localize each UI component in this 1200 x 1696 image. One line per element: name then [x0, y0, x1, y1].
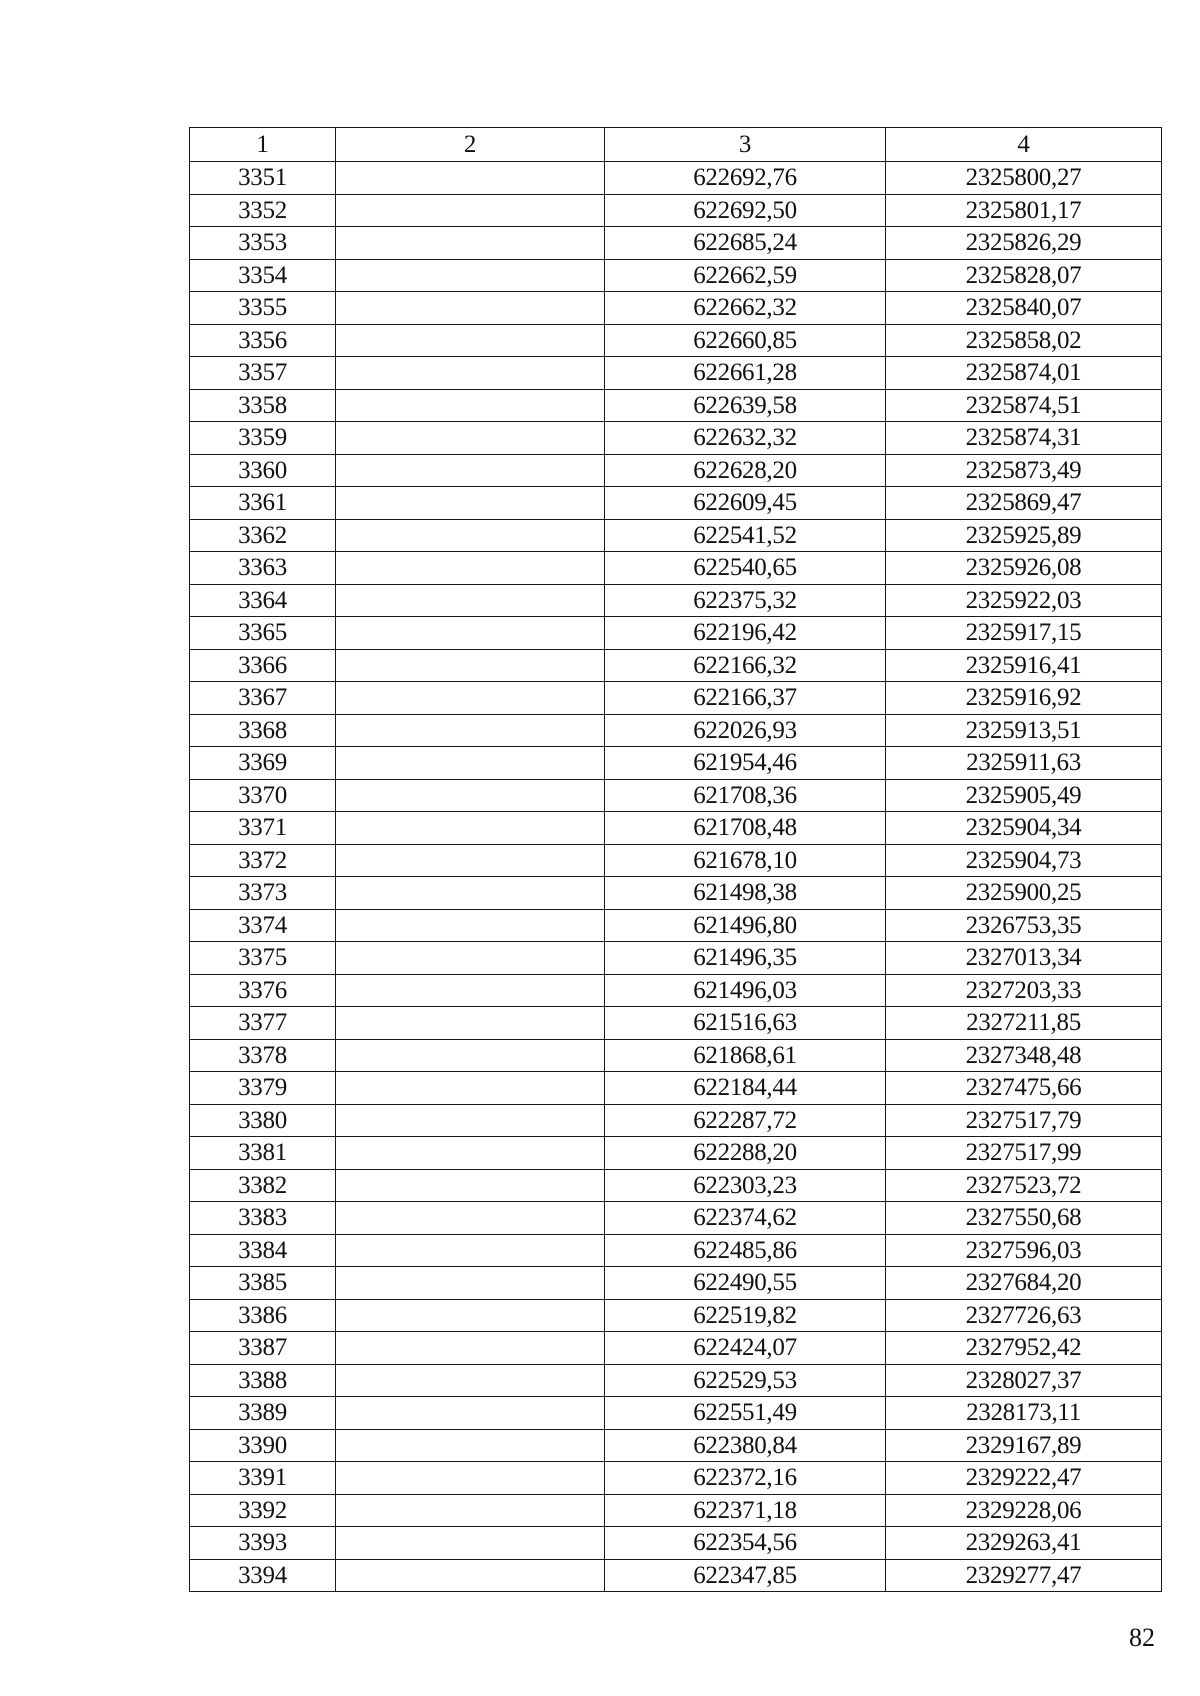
point-number-cell: 3361 [190, 487, 336, 520]
x-coordinate-cell: 622662,59 [605, 259, 886, 292]
point-number-cell: 3353 [190, 227, 336, 260]
y-coordinate-cell: 2327203,33 [886, 974, 1162, 1007]
blank-cell [336, 942, 605, 975]
y-coordinate-cell: 2325826,29 [886, 227, 1162, 260]
blank-cell [336, 292, 605, 325]
x-coordinate-cell: 622303,23 [605, 1169, 886, 1202]
y-coordinate-cell: 2327726,63 [886, 1299, 1162, 1332]
x-coordinate-cell: 621954,46 [605, 747, 886, 780]
blank-cell [336, 487, 605, 520]
y-coordinate-cell: 2327684,20 [886, 1267, 1162, 1300]
point-number-cell: 3386 [190, 1299, 336, 1332]
point-number-cell: 3351 [190, 162, 336, 195]
table-row [190, 194, 1162, 227]
blank-cell [336, 357, 605, 390]
page-number: 82 [1129, 1623, 1155, 1652]
blank-cell [336, 389, 605, 422]
x-coordinate-cell: 621496,35 [605, 942, 886, 975]
x-coordinate-cell: 622490,55 [605, 1267, 886, 1300]
x-coordinate-cell: 622660,85 [605, 324, 886, 357]
blank-cell [336, 682, 605, 715]
x-coordinate-cell: 622639,58 [605, 389, 886, 422]
table-body [190, 162, 1162, 1592]
table-row [190, 1234, 1162, 1267]
y-coordinate-cell: 2328173,11 [886, 1397, 1162, 1430]
point-number-cell: 3368 [190, 714, 336, 747]
blank-cell [336, 909, 605, 942]
blank-cell [336, 259, 605, 292]
blank-cell [336, 422, 605, 455]
table-row [190, 1137, 1162, 1170]
table-row [190, 292, 1162, 325]
blank-cell [336, 1429, 605, 1462]
y-coordinate-cell: 2325913,51 [886, 714, 1162, 747]
blank-cell [336, 1104, 605, 1137]
point-number-cell: 3375 [190, 942, 336, 975]
point-number-cell: 3360 [190, 454, 336, 487]
x-coordinate-cell: 621678,10 [605, 844, 886, 877]
table-row [190, 1527, 1162, 1560]
point-number-cell: 3369 [190, 747, 336, 780]
table-row [190, 1299, 1162, 1332]
y-coordinate-cell: 2325926,08 [886, 552, 1162, 585]
blank-cell [336, 552, 605, 585]
column-header-1: 1 [190, 128, 336, 162]
x-coordinate-cell: 622288,20 [605, 1137, 886, 1170]
y-coordinate-cell: 2326753,35 [886, 909, 1162, 942]
x-coordinate-cell: 622661,28 [605, 357, 886, 390]
y-coordinate-cell: 2327211,85 [886, 1007, 1162, 1040]
table-row [190, 1397, 1162, 1430]
x-coordinate-cell: 622628,20 [605, 454, 886, 487]
header-row [190, 128, 1162, 162]
point-number-cell: 3372 [190, 844, 336, 877]
y-coordinate-cell: 2325904,73 [886, 844, 1162, 877]
table-row [190, 1267, 1162, 1300]
y-coordinate-cell: 2327550,68 [886, 1202, 1162, 1235]
x-coordinate-cell: 622519,82 [605, 1299, 886, 1332]
y-coordinate-cell: 2327517,79 [886, 1104, 1162, 1137]
column-header-2: 2 [336, 128, 605, 162]
x-coordinate-cell: 622692,76 [605, 162, 886, 195]
y-coordinate-cell: 2329222,47 [886, 1462, 1162, 1495]
point-number-cell: 3389 [190, 1397, 336, 1430]
y-coordinate-cell: 2329263,41 [886, 1527, 1162, 1560]
point-number-cell: 3358 [190, 389, 336, 422]
table-row [190, 259, 1162, 292]
table-row [190, 942, 1162, 975]
x-coordinate-cell: 622287,72 [605, 1104, 886, 1137]
blank-cell [336, 1137, 605, 1170]
point-number-cell: 3362 [190, 519, 336, 552]
y-coordinate-cell: 2329277,47 [886, 1559, 1162, 1592]
y-coordinate-cell: 2325922,03 [886, 584, 1162, 617]
point-number-cell: 3359 [190, 422, 336, 455]
x-coordinate-cell: 622347,85 [605, 1559, 886, 1592]
point-number-cell: 3377 [190, 1007, 336, 1040]
table-row [190, 1429, 1162, 1462]
x-coordinate-cell: 622424,07 [605, 1332, 886, 1365]
table-row [190, 617, 1162, 650]
y-coordinate-cell: 2328027,37 [886, 1364, 1162, 1397]
blank-cell [336, 454, 605, 487]
blank-cell [336, 1072, 605, 1105]
x-coordinate-cell: 622354,56 [605, 1527, 886, 1560]
point-number-cell: 3370 [190, 779, 336, 812]
y-coordinate-cell: 2325800,27 [886, 162, 1162, 195]
table-row [190, 682, 1162, 715]
x-coordinate-cell: 622374,62 [605, 1202, 886, 1235]
point-number-cell: 3384 [190, 1234, 336, 1267]
blank-cell [336, 584, 605, 617]
point-number-cell: 3357 [190, 357, 336, 390]
point-number-cell: 3371 [190, 812, 336, 845]
x-coordinate-cell: 621496,03 [605, 974, 886, 1007]
y-coordinate-cell: 2325911,63 [886, 747, 1162, 780]
point-number-cell: 3391 [190, 1462, 336, 1495]
y-coordinate-cell: 2325916,41 [886, 649, 1162, 682]
x-coordinate-cell: 622371,18 [605, 1494, 886, 1527]
table-row [190, 227, 1162, 260]
y-coordinate-cell: 2329228,06 [886, 1494, 1162, 1527]
blank-cell [336, 617, 605, 650]
x-coordinate-cell: 622196,42 [605, 617, 886, 650]
table-row [190, 1202, 1162, 1235]
table-row [190, 779, 1162, 812]
table-row [190, 1332, 1162, 1365]
y-coordinate-cell: 2325840,07 [886, 292, 1162, 325]
point-number-cell: 3393 [190, 1527, 336, 1560]
x-coordinate-cell: 622375,32 [605, 584, 886, 617]
point-number-cell: 3381 [190, 1137, 336, 1170]
y-coordinate-cell: 2325900,25 [886, 877, 1162, 910]
point-number-cell: 3354 [190, 259, 336, 292]
blank-cell [336, 227, 605, 260]
blank-cell [336, 1299, 605, 1332]
y-coordinate-cell: 2325873,49 [886, 454, 1162, 487]
y-coordinate-cell: 2325905,49 [886, 779, 1162, 812]
blank-cell [336, 812, 605, 845]
x-coordinate-cell: 621868,61 [605, 1039, 886, 1072]
y-coordinate-cell: 2327517,99 [886, 1137, 1162, 1170]
column-header-4: 4 [886, 128, 1162, 162]
y-coordinate-cell: 2325904,34 [886, 812, 1162, 845]
table-row [190, 1364, 1162, 1397]
point-number-cell: 3374 [190, 909, 336, 942]
blank-cell [336, 324, 605, 357]
x-coordinate-cell: 622685,24 [605, 227, 886, 260]
table-row [190, 1007, 1162, 1040]
point-number-cell: 3383 [190, 1202, 336, 1235]
x-coordinate-cell: 622380,84 [605, 1429, 886, 1462]
y-coordinate-cell: 2327013,34 [886, 942, 1162, 975]
point-number-cell: 3394 [190, 1559, 336, 1592]
point-number-cell: 3364 [190, 584, 336, 617]
y-coordinate-cell: 2325874,31 [886, 422, 1162, 455]
x-coordinate-cell: 622026,93 [605, 714, 886, 747]
x-coordinate-cell: 621496,80 [605, 909, 886, 942]
point-number-cell: 3385 [190, 1267, 336, 1300]
table-row [190, 747, 1162, 780]
table-row [190, 909, 1162, 942]
y-coordinate-cell: 2327523,72 [886, 1169, 1162, 1202]
table-row [190, 454, 1162, 487]
blank-cell [336, 1267, 605, 1300]
y-coordinate-cell: 2325869,47 [886, 487, 1162, 520]
y-coordinate-cell: 2325828,07 [886, 259, 1162, 292]
blank-cell [336, 1007, 605, 1040]
y-coordinate-cell: 2325917,15 [886, 617, 1162, 650]
point-number-cell: 3378 [190, 1039, 336, 1072]
table-row [190, 552, 1162, 585]
table-row [190, 1104, 1162, 1137]
point-number-cell: 3373 [190, 877, 336, 910]
x-coordinate-cell: 621708,36 [605, 779, 886, 812]
y-coordinate-cell: 2325874,51 [886, 389, 1162, 422]
table-row [190, 162, 1162, 195]
point-number-cell: 3388 [190, 1364, 336, 1397]
point-number-cell: 3390 [190, 1429, 336, 1462]
blank-cell [336, 1202, 605, 1235]
x-coordinate-cell: 622541,52 [605, 519, 886, 552]
x-coordinate-cell: 622372,16 [605, 1462, 886, 1495]
x-coordinate-cell: 622540,65 [605, 552, 886, 585]
point-number-cell: 3376 [190, 974, 336, 1007]
point-number-cell: 3367 [190, 682, 336, 715]
y-coordinate-cell: 2327596,03 [886, 1234, 1162, 1267]
x-coordinate-cell: 622551,49 [605, 1397, 886, 1430]
point-number-cell: 3363 [190, 552, 336, 585]
blank-cell [336, 1234, 605, 1267]
blank-cell [336, 1332, 605, 1365]
blank-cell [336, 779, 605, 812]
blank-cell [336, 194, 605, 227]
table-row [190, 844, 1162, 877]
table-row [190, 1039, 1162, 1072]
table-row [190, 1494, 1162, 1527]
y-coordinate-cell: 2327348,48 [886, 1039, 1162, 1072]
blank-cell [336, 714, 605, 747]
table-row [190, 422, 1162, 455]
blank-cell [336, 1169, 605, 1202]
blank-cell [336, 162, 605, 195]
table-row [190, 1462, 1162, 1495]
table-row [190, 519, 1162, 552]
x-coordinate-cell: 622632,32 [605, 422, 886, 455]
table-row [190, 877, 1162, 910]
x-coordinate-cell: 622609,45 [605, 487, 886, 520]
y-coordinate-cell: 2329167,89 [886, 1429, 1162, 1462]
blank-cell [336, 844, 605, 877]
blank-cell [336, 1397, 605, 1430]
point-number-cell: 3352 [190, 194, 336, 227]
table-row [190, 487, 1162, 520]
x-coordinate-cell: 621516,63 [605, 1007, 886, 1040]
y-coordinate-cell: 2325858,02 [886, 324, 1162, 357]
table-row [190, 1559, 1162, 1592]
blank-cell [336, 1559, 605, 1592]
x-coordinate-cell: 622166,32 [605, 649, 886, 682]
point-number-cell: 3365 [190, 617, 336, 650]
point-number-cell: 3392 [190, 1494, 336, 1527]
y-coordinate-cell: 2327475,66 [886, 1072, 1162, 1105]
point-number-cell: 3387 [190, 1332, 336, 1365]
point-number-cell: 3379 [190, 1072, 336, 1105]
blank-cell [336, 1364, 605, 1397]
x-coordinate-cell: 622166,37 [605, 682, 886, 715]
point-number-cell: 3355 [190, 292, 336, 325]
blank-cell [336, 1462, 605, 1495]
blank-cell [336, 1039, 605, 1072]
blank-cell [336, 1527, 605, 1560]
y-coordinate-cell: 2325801,17 [886, 194, 1162, 227]
table-row [190, 974, 1162, 1007]
point-number-cell: 3380 [190, 1104, 336, 1137]
x-coordinate-cell: 622662,32 [605, 292, 886, 325]
blank-cell [336, 747, 605, 780]
x-coordinate-cell: 621498,38 [605, 877, 886, 910]
blank-cell [336, 649, 605, 682]
x-coordinate-cell: 621708,48 [605, 812, 886, 845]
y-coordinate-cell: 2325916,92 [886, 682, 1162, 715]
x-coordinate-cell: 622485,86 [605, 1234, 886, 1267]
table-row [190, 1072, 1162, 1105]
y-coordinate-cell: 2325925,89 [886, 519, 1162, 552]
x-coordinate-cell: 622529,53 [605, 1364, 886, 1397]
point-number-cell: 3366 [190, 649, 336, 682]
table-row [190, 1169, 1162, 1202]
x-coordinate-cell: 622184,44 [605, 1072, 886, 1105]
table-row [190, 357, 1162, 390]
table-row [190, 714, 1162, 747]
blank-cell [336, 877, 605, 910]
y-coordinate-cell: 2325874,01 [886, 357, 1162, 390]
table-row [190, 324, 1162, 357]
coordinates-table [189, 127, 1162, 1592]
point-number-cell: 3356 [190, 324, 336, 357]
y-coordinate-cell: 2327952,42 [886, 1332, 1162, 1365]
blank-cell [336, 519, 605, 552]
blank-cell [336, 974, 605, 1007]
table-row [190, 584, 1162, 617]
column-header-3: 3 [605, 128, 886, 162]
blank-cell [336, 1494, 605, 1527]
x-coordinate-cell: 622692,50 [605, 194, 886, 227]
table-row [190, 389, 1162, 422]
table-row [190, 812, 1162, 845]
table-row [190, 649, 1162, 682]
point-number-cell: 3382 [190, 1169, 336, 1202]
